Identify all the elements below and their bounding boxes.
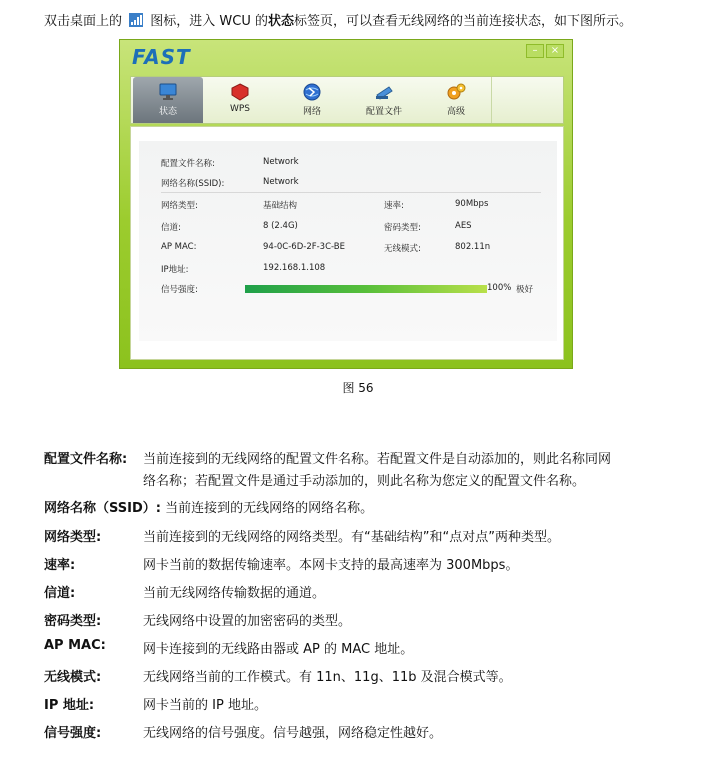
intro-bold: 状态 xyxy=(268,14,295,29)
minimize-button[interactable]: – xyxy=(526,44,544,58)
tab-network-label: 网络 xyxy=(302,107,321,117)
tab-wps-label: WPS xyxy=(229,104,251,114)
ssid-label: 网络名称(SSID): xyxy=(161,179,225,189)
definition-item xyxy=(44,610,352,629)
definition-desc: 网卡连接到的无线路由器或 AP 的 MAC 地址。 xyxy=(143,642,414,657)
tab-profile[interactable] xyxy=(349,77,419,123)
definition-term: AP MAC: xyxy=(44,638,106,653)
tab-status-label: 状态 xyxy=(158,107,177,117)
definition-desc-continued: 络名称；若配置文件是通过手动添加的，则此名称为您定义的配置文件名称。 xyxy=(143,474,586,489)
definition-desc: 当前连接到的无线网络的配置文件名称。若配置文件是自动添加的，则此名称同网 xyxy=(143,452,612,467)
definition-term: 信号强度: xyxy=(44,726,102,741)
ip-label: IP地址: xyxy=(161,265,189,275)
figure-caption: 图 56 xyxy=(342,381,374,395)
tab-status[interactable] xyxy=(133,77,203,123)
definition-item xyxy=(44,497,373,516)
definition-item xyxy=(44,448,612,489)
definition-item xyxy=(44,666,512,685)
definition-term: 密码类型: xyxy=(44,614,102,629)
signal-label: 信号强度: xyxy=(161,285,198,295)
signal-quality: 极好 xyxy=(516,285,534,295)
intro-after-icon: 图标，进入 WCU 的 xyxy=(150,14,269,29)
cipher-label: 密码类型: xyxy=(384,223,421,233)
channel-label: 信道: xyxy=(161,223,181,233)
definition-desc: 当前无线网络传输数据的通道。 xyxy=(143,586,326,601)
tab-bar xyxy=(130,76,564,124)
signal-strength-bar xyxy=(245,285,487,293)
wcu-window xyxy=(119,39,573,369)
nettype-value: 基础结构 xyxy=(263,201,298,211)
monitor-icon xyxy=(158,83,178,101)
channel-value: 8 (2.4G) xyxy=(263,221,298,231)
cipher-value: AES xyxy=(455,221,472,231)
definition-desc: 无线网络当前的工作模式。有 11n、11g、11b 及混合模式等。 xyxy=(143,670,512,685)
definition-term: 速率: xyxy=(44,558,76,573)
definition-term: 无线模式: xyxy=(44,670,102,685)
gears-icon xyxy=(446,83,466,101)
wps-icon xyxy=(230,83,250,101)
apmac-label: AP MAC: xyxy=(161,242,197,252)
fast-logo: FAST xyxy=(132,45,191,69)
close-button[interactable]: × xyxy=(546,44,564,58)
divider xyxy=(161,192,541,193)
definition-term: 网络类型: xyxy=(44,530,102,545)
mode-label: 无线模式: xyxy=(384,244,421,254)
tab-divider xyxy=(491,77,492,123)
globe-icon xyxy=(302,83,322,101)
intro-end: 标签页，可以查看无线网络的当前连接状态，如下图所示。 xyxy=(294,14,633,29)
status-details xyxy=(139,141,557,341)
tab-network[interactable] xyxy=(277,77,347,123)
definition-item xyxy=(44,638,414,657)
definition-item xyxy=(44,582,326,601)
tab-advanced[interactable] xyxy=(421,77,491,123)
definition-desc: 当前连接到的无线网络的网络类型。有“基础结构”和“点对点”两种类型。 xyxy=(143,530,560,545)
profile-icon xyxy=(374,83,394,101)
definition-item xyxy=(44,526,560,545)
definition-desc: 无线网络中设置的加密密码的类型。 xyxy=(143,614,352,629)
mode-value: 802.11n xyxy=(455,242,491,252)
rate-label: 速率: xyxy=(384,201,404,211)
tab-wps[interactable] xyxy=(205,77,275,123)
definition-desc: 无线网络的信号强度。信号越强，网络稳定性越好。 xyxy=(143,726,443,741)
definition-desc: 网卡当前的数据传输速率。本网卡支持的最高速率为 300Mbps。 xyxy=(143,558,519,573)
definition-term: 网络名称（SSID）: xyxy=(44,501,161,516)
tab-advanced-label: 高级 xyxy=(446,107,465,117)
ssid-value: Network xyxy=(263,177,299,187)
profile-value: Network xyxy=(263,157,299,167)
status-panel xyxy=(130,126,564,360)
tab-profile-label: 配置文件 xyxy=(365,107,402,117)
definition-item xyxy=(44,554,519,573)
definition-desc: 网卡当前的 IP 地址。 xyxy=(143,698,267,713)
ip-value: 192.168.1.108 xyxy=(263,263,326,273)
definition-desc: 当前连接到的无线网络的网络名称。 xyxy=(165,501,374,516)
definition-term: IP 地址: xyxy=(44,698,95,713)
intro-sentence xyxy=(44,10,632,29)
intro-before: 双击桌面上的 xyxy=(44,14,123,29)
definition-term: 信道: xyxy=(44,586,76,601)
apmac-value: 94-0C-6D-2F-3C-BE xyxy=(263,242,345,252)
rate-value: 90Mbps xyxy=(455,199,489,209)
definition-item xyxy=(44,722,443,741)
signal-strength-fill xyxy=(245,285,487,293)
definition-term: 配置文件名称: xyxy=(44,452,128,467)
signal-percent: 100% xyxy=(487,283,512,293)
profile-label: 配置文件名称: xyxy=(161,159,215,169)
definition-item xyxy=(44,694,267,713)
nettype-label: 网络类型: xyxy=(161,201,198,211)
signal-bars-icon xyxy=(129,13,143,27)
